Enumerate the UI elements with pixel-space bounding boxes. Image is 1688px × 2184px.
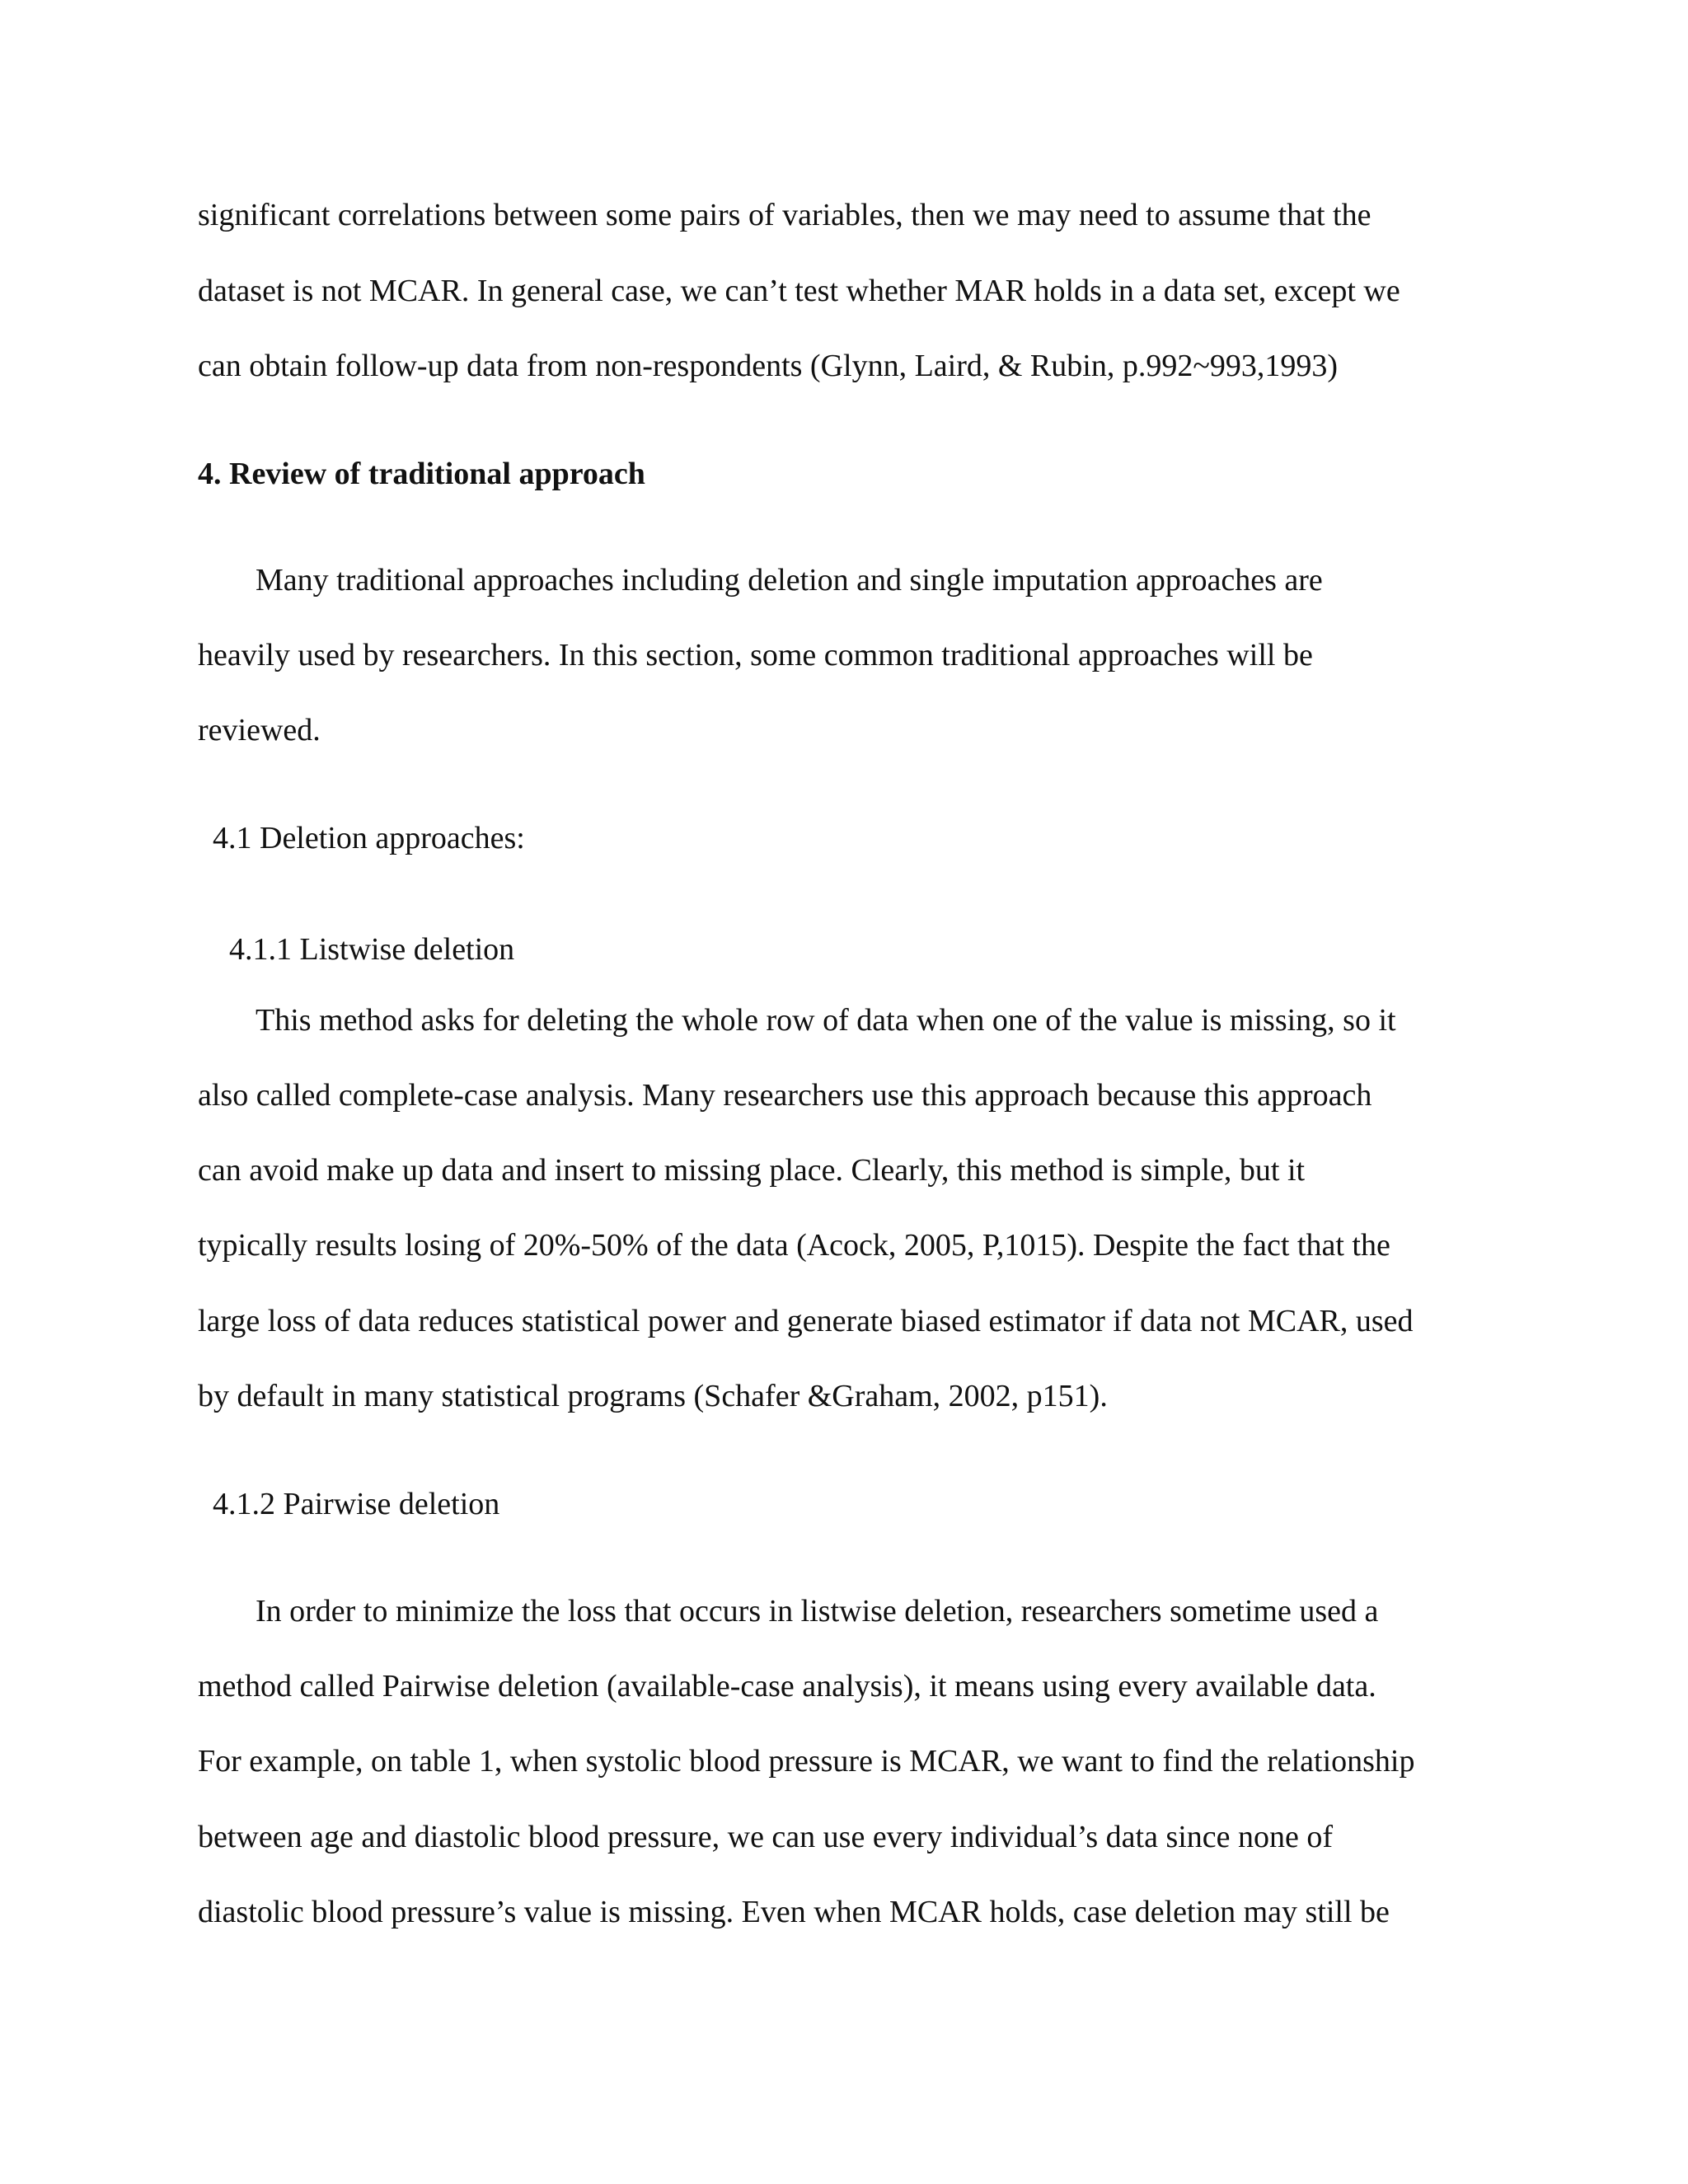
text-line: large loss of data reduces statistical power and generate biased estimator if data not MCAR, used <box>198 1304 1414 1338</box>
subsubsection-heading: 4.1.1 Listwise deletion <box>229 932 515 967</box>
subsubsection-heading: 4.1.2 Pairwise deletion <box>213 1487 500 1521</box>
text-line: diastolic blood pressure’s value is missing. Even when MCAR holds, case deletion may still be <box>198 1895 1390 1929</box>
text-line: also called complete-case analysis. Many researchers use this approach because this approach <box>198 1078 1372 1113</box>
text-line: can obtain follow-up data from non-respondents (Glynn, Laird, & Rubin, p.992~993,1993) <box>198 349 1339 383</box>
text-line: reviewed. <box>198 713 321 748</box>
text-line: dataset is not MCAR. In general case, we can’t test whether MAR holds in a data set, except we <box>198 274 1400 308</box>
text-line: between age and diastolic blood pressure, we can use every individual’s data since none of <box>198 1820 1334 1854</box>
text-line: method called Pairwise deletion (available-case analysis), it means using every available data. <box>198 1669 1376 1704</box>
text-line: can avoid make up data and insert to missing place. Clearly, this method is simple, but it <box>198 1153 1306 1188</box>
text-line: This method asks for deleting the whole row of data when one of the value is missing, so it <box>256 1003 1396 1038</box>
text-line: typically results losing of 20%-50% of the data (Acock, 2005, P,1015). Despite the fact that the <box>198 1228 1390 1263</box>
text-line: In order to minimize the loss that occurs in listwise deletion, researchers sometime used a <box>256 1594 1379 1629</box>
text-line: For example, on table 1, when systolic blood pressure is MCAR, we want to find the relationship <box>198 1744 1415 1779</box>
section-heading: 4. Review of traditional approach <box>198 457 645 491</box>
text-line: heavily used by researchers. In this section, some common traditional approaches will be <box>198 638 1313 673</box>
text-line: significant correlations between some pairs of variables, then we may need to assume that the <box>198 198 1372 232</box>
subsection-heading: 4.1 Deletion approaches: <box>213 821 525 855</box>
text-line: Many traditional approaches including deletion and single imputation approaches are <box>256 563 1323 598</box>
text-line: by default in many statistical programs (Schafer &Graham, 2002, p151). <box>198 1379 1108 1413</box>
